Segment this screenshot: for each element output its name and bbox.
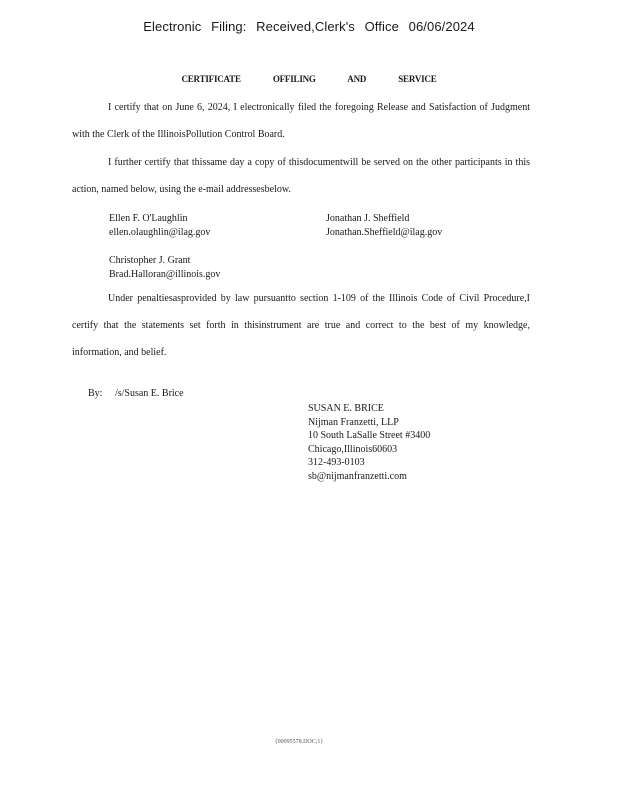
signer-name: SUSAN E. BRICE (308, 403, 384, 414)
contact-name: Christopher J. Grant (109, 255, 191, 266)
certification-paragraph-penalty (72, 285, 530, 366)
service-contact (109, 212, 210, 240)
service-contact (326, 212, 442, 240)
address-line-2: Chicago,Illinois60603 (308, 443, 398, 455)
paragraph-text: I certify that on June 6, 2024, I electronically filed the foregoing Release and Satisfaction of Judgment with the Clerk of the IllinoisPollution Control Board. (72, 102, 530, 140)
contact-name: Jonathan J. Sheffield (326, 213, 410, 224)
contact-email: ellen.olaughlin@ilag.gov (109, 227, 211, 238)
service-contact (109, 254, 220, 282)
document-id-footer: {00095578.DOC;1} (274, 739, 324, 745)
certification-paragraph-filing (72, 94, 530, 148)
email-address: sb@nijmanfranzetti.com (308, 470, 407, 482)
electronic-filing-header: Electronic Filing: Received,Clerk's Office 06/06/2024 (143, 19, 475, 34)
paragraph-text: I further certify that thissame day a copy of thisdocumentwill be served on the other participants in this action, named below, using the e-mail addressesbelow. (72, 157, 530, 195)
electronic-signature: /s/Susan E. Brice (114, 388, 184, 399)
contact-email: Brad.Halloran@illinois.gov (109, 269, 221, 280)
by-label: By: (88, 388, 103, 399)
phone-number: 312-493-0103 (308, 457, 365, 468)
certification-paragraph-service (72, 149, 530, 203)
signature-block (308, 402, 430, 483)
firm-name: Nijman Franzetti, LLP (308, 416, 399, 428)
signature-by-line (88, 388, 194, 399)
paragraph-text: Under penaltiesasprovided by law pursuantto section 1-109 of the Illinois Code of Civil Procedure,I certify that the statements set forth in thisinstrument are true and correct to the best of my knowledge, information, and belief. (72, 293, 530, 358)
contact-name: Ellen F. O'Laughlin (109, 213, 188, 224)
contact-email: Jonathan.Sheffield@ilag.gov (326, 227, 443, 238)
address-line-1: 10 South LaSalle Street #3400 (308, 430, 431, 441)
document-title: CERTIFICATE OFFILING AND SERVICE (181, 74, 437, 84)
